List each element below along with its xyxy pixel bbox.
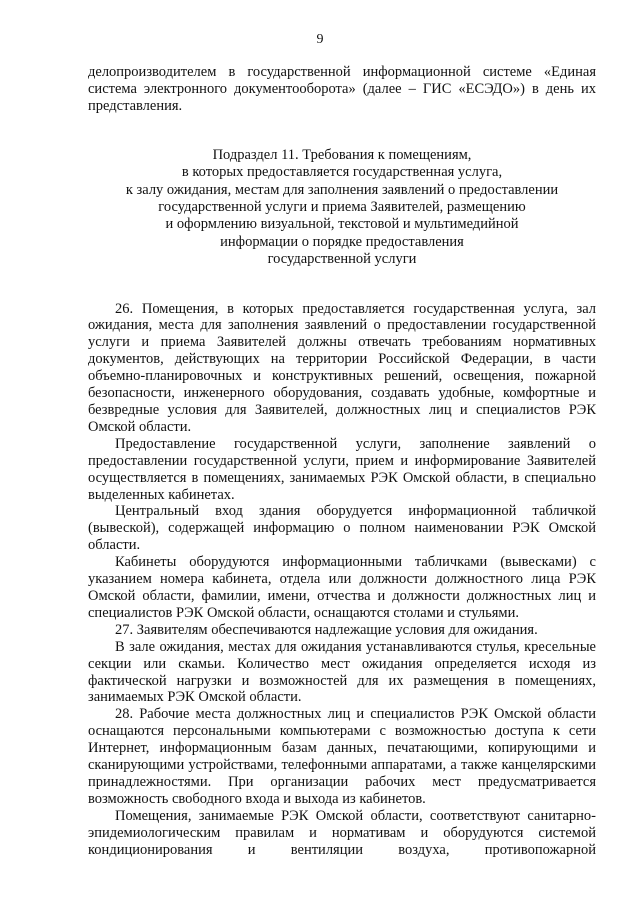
heading-line: к залу ожидания, местам для заполнения заявлений о предоставлении [125, 181, 559, 198]
heading-line: государственной услуги и приема Заявителей, размещению [158, 198, 526, 215]
heading-line: и оформлению визуальной, текстовой и мультимедийной [165, 216, 519, 233]
paragraph-26: 26. Помещения, в которых предоставляется государственная услуга, зал ожидания, места для заполнения заявлений о предоставлении государственной услуги и приема Заявителей должны отвечать требованиям нормативных документов, действующих на территории Российской Федерации, в части объемно-планировочных и конструктивных решений, освещения, пожарной безопасности, инженерного оборудования, создавать удобные, комфортные и безвредные условия для Заявителей, должностных лиц и специалистов РЭК Омской области. [88, 300, 596, 435]
page-number: 9 [316, 32, 324, 47]
intro-paragraph: делопроизводителем в государственной информационной системе «Единая система электронного документооборота» (далее – ГИС «ЕСЭДО») в день их представления. [88, 64, 596, 114]
paragraph-waiting-area: В зале ожидания, местах для ожидания устанавливаются стулья, кресельные секции или скамьи. Количество мест ожидания определяется исходя из фактической нагрузки и возможностей для их размещения в помещениях, занимаемых РЭК Омской области. [88, 638, 596, 706]
subsection-heading [88, 147, 596, 269]
paragraph-28: 28. Рабочие места должностных лиц и специалистов РЭК Омской области оснащаются персональными компьютерами с возможностью доступа к сети Интернет, информационным базам данных, печатающими, копирующими и сканирующими устройствами, телефонными аппаратами, а также канцелярскими принадлежностями. При организации рабочих мест предусматривается возможность свободного входа и выхода из кабинетов. [88, 706, 596, 807]
heading-line: информации о порядке предоставления [220, 233, 464, 250]
heading-line: в которых предоставляется государственная услуга, [181, 164, 503, 181]
document-body [88, 64, 596, 858]
paragraph-service-provision: Предоставление государственной услуги, заполнение заявлений о предоставлении государственной услуги, прием и информирование Заявителей осуществляется в помещениях, занимаемых РЭК Омской области, в специально выделенных кабинетах. [88, 435, 596, 503]
paragraph-office-signs: Кабинеты оборудуются информационными табличками (вывесками) с указанием номера кабинета, отдела или должности должностного лица РЭК Омской области, фамилии, имени, отчества и должности должностных лиц и специалистов РЭК Омской области, оснащаются столами и стульями. [88, 554, 596, 621]
paragraph-premises: Помещения, занимаемые РЭК Омской области, соответствуют санитарно-эпидемиологическим правилам и нормативам и оборудуются системой кондиционирования и вентиляции воздуха, противопожарной [88, 807, 596, 858]
heading-line: государственной услуги [267, 251, 417, 268]
paragraph-central-entrance: Центральный вход здания оборудуется информационной табличкой (вывеской), содержащей информацию о полном наименовании РЭК Омской области. [88, 503, 596, 554]
paragraph-27: 27. Заявителям обеспечиваются надлежащие условия для ожидания. [115, 621, 538, 638]
heading-line: Подраздел 11. Требования к помещениям, [212, 146, 472, 163]
